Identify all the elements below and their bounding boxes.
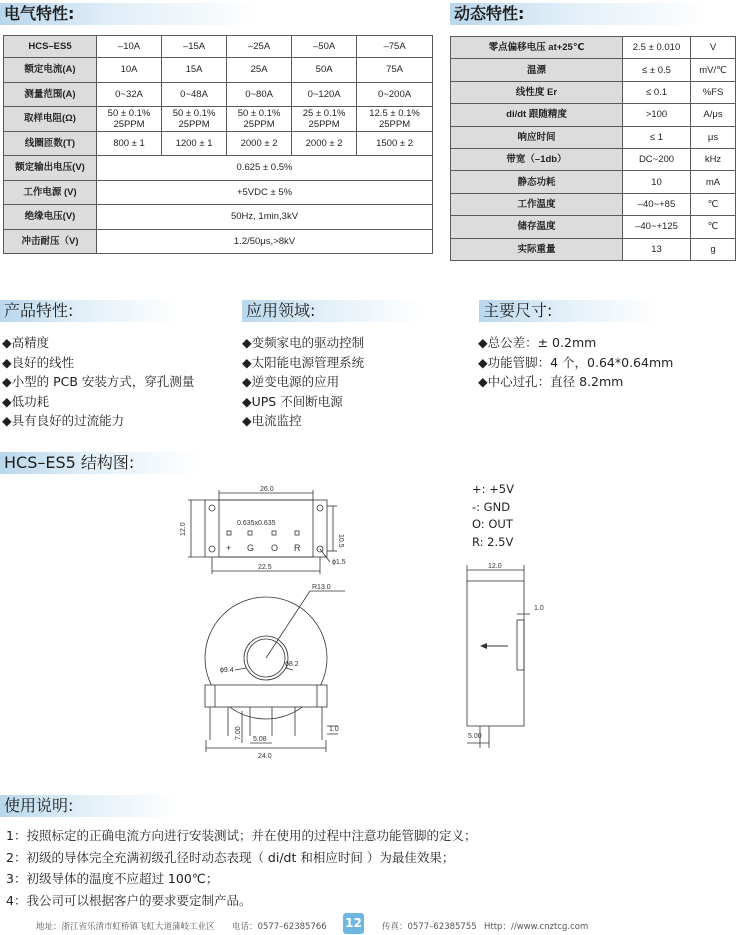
row-label: di/dt 跟随精度 xyxy=(451,104,623,126)
cell-line: 25PPM xyxy=(308,118,340,130)
side-view-body xyxy=(467,581,524,726)
table-cell: 50A xyxy=(292,58,357,83)
cell-line: 25 ± 0.1% xyxy=(302,107,346,119)
dim-hole-dia: ϕ1.5 xyxy=(332,559,346,566)
row-label: 绝缘电压(V) xyxy=(4,205,97,230)
table-row xyxy=(451,81,736,103)
footer-phone: 电话：0577–62385766 xyxy=(232,922,327,932)
usage-item: 1：按照标定的正确电流方向进行安装测试；并在使用的过程中注意功能管脚的定义； xyxy=(6,828,477,843)
row-label: 工作温度 xyxy=(451,193,623,215)
value-cell: 10 xyxy=(623,171,691,193)
cell-line: 25PPM xyxy=(378,118,411,130)
dim-bottom: 1.0 xyxy=(329,726,339,733)
table-cell: 1500 ± 2 xyxy=(357,131,433,156)
table-row xyxy=(4,107,433,132)
legend-item: R: 2.5V xyxy=(472,534,514,549)
table-header-cell: HCS–ES5 xyxy=(4,36,97,58)
top-view-body xyxy=(205,500,327,557)
value-cell: >100 xyxy=(623,104,691,126)
table-cell: 2000 ± 2 xyxy=(292,131,357,156)
application-item: ◆UPS 不间断电源 xyxy=(242,393,343,409)
usage-item: 4：我公司可以根据客户的要求要定制产品。 xyxy=(6,892,252,908)
table-cell: +5VDC ± 5% xyxy=(97,180,433,205)
dynamic-title: 动态特性: xyxy=(450,3,710,25)
dim-pin-spacing: 5.08 xyxy=(253,736,267,743)
dimension-item: ◆中心过孔：直径 8.2mm xyxy=(478,374,624,390)
table-row xyxy=(4,58,433,83)
table-row xyxy=(4,205,433,230)
table-cell: 0~32A xyxy=(97,82,162,107)
pin-legend xyxy=(472,481,514,551)
dim-height: 12.0 xyxy=(180,522,187,536)
table-header-cell: –50A xyxy=(292,36,357,58)
table-row xyxy=(451,59,736,81)
value-cell: –40~+85 xyxy=(623,193,691,215)
table-row xyxy=(451,238,736,260)
dim-pin-size: 0.635x0.635 xyxy=(237,520,276,527)
unit-cell: g xyxy=(691,238,736,260)
table-cell: 10A xyxy=(97,58,162,83)
value-cell: ≤ ± 0.5 xyxy=(623,59,691,81)
pin-label: + xyxy=(226,543,232,553)
row-label: 响应时间 xyxy=(451,126,623,148)
row-label: 温漂 xyxy=(451,59,623,81)
table-header-cell: –75A xyxy=(357,36,433,58)
feature-item: ◆小型的 PCB 安装方式，穿孔测量 xyxy=(2,374,195,390)
mount-hole-icon xyxy=(317,505,323,511)
application-item: ◆太阳能电源管理系统 xyxy=(242,354,365,370)
cell-line: 50 ± 0.1% xyxy=(237,107,281,119)
row-label: 零点偏移电压 at+25℃ xyxy=(451,37,623,59)
unit-cell: A/μs xyxy=(691,104,736,126)
table-cell: 50Hz, 1min,3kV xyxy=(97,205,433,230)
applications-title: 应用领域: xyxy=(242,300,422,322)
footer xyxy=(0,911,739,935)
legend-item: O: OUT xyxy=(472,517,513,531)
features-list xyxy=(2,333,194,431)
dim-base-width: 24.0 xyxy=(258,753,272,760)
value-cell: DC~200 xyxy=(623,148,691,170)
mount-hole-icon xyxy=(209,546,215,552)
mount-hole-icon xyxy=(209,505,215,511)
feature-item: ◆低功耗 xyxy=(2,393,50,409)
table-cell: 800 ± 1 xyxy=(97,131,162,156)
table-cell xyxy=(97,107,162,132)
table-row xyxy=(451,193,736,215)
row-label: 冲击耐压（V) xyxy=(4,229,97,254)
table-cell xyxy=(357,107,433,132)
unit-cell: %FS xyxy=(691,81,736,103)
application-item: ◆逆变电源的应用 xyxy=(242,374,340,390)
table-cell: 15A xyxy=(162,58,227,83)
table-row xyxy=(451,126,736,148)
applications-list xyxy=(242,333,364,431)
dim-pin-height: 10.5 xyxy=(337,534,344,548)
dimension-item: ◆功能管脚：4 个，0.64*0.64mm xyxy=(478,354,674,370)
unit-cell: ℃ xyxy=(691,216,736,238)
row-label: 线圈匝数(T) xyxy=(4,131,97,156)
table-cell: 1200 ± 1 xyxy=(162,131,227,156)
usage-item: 2：初级的导体完全充满初级孔径时动态表现（ di/dt 和相应时间 ）为最佳效果； xyxy=(6,849,455,865)
legend-item: -: GND xyxy=(472,499,511,514)
value-cell: ≤ 0.1 xyxy=(623,81,691,103)
table-header-cell: –10A xyxy=(97,36,162,58)
table-row xyxy=(4,131,433,156)
table-row xyxy=(4,156,433,181)
usage-notes xyxy=(6,825,476,911)
electrical-table xyxy=(3,35,433,254)
application-item: ◆电流监控 xyxy=(242,413,302,429)
dim-side-width: 12.0 xyxy=(488,563,502,570)
row-label: 静态功耗 xyxy=(451,171,623,193)
unit-cell: mV/℃ xyxy=(691,59,736,81)
table-cell: 75A xyxy=(357,58,433,83)
table-row xyxy=(451,148,736,170)
cell-line: 25PPM xyxy=(178,118,210,130)
dimensions-list xyxy=(478,333,673,392)
dimension-item: ◆总公差：± 0.2mm xyxy=(478,335,597,350)
cell-line: 25PPM xyxy=(243,118,275,130)
row-label: 测量范围(A) xyxy=(4,82,97,107)
dim-radius: R13.0 xyxy=(312,584,331,591)
table-cell xyxy=(227,107,292,132)
usage-title: 使用说明: xyxy=(0,795,180,817)
dimensions-title: 主要尺寸: xyxy=(479,300,659,322)
table-row xyxy=(4,229,433,254)
table-cell: 2000 ± 2 xyxy=(227,131,292,156)
table-cell: 0~80A xyxy=(227,82,292,107)
cell-line: 12.5 ± 0.1% xyxy=(369,107,420,119)
row-label: 工作电源 (V) xyxy=(4,180,97,205)
footer-web: Http：//www.cnztcg.com xyxy=(484,922,589,932)
table-cell xyxy=(292,107,357,132)
value-cell: ≤ 1 xyxy=(623,126,691,148)
pin-label: O xyxy=(271,543,279,553)
table-cell: 25A xyxy=(227,58,292,83)
row-label: 线性度 Er xyxy=(451,81,623,103)
table-row xyxy=(451,104,736,126)
row-label: 带宽（–1db） xyxy=(451,148,623,170)
page-number: 12 xyxy=(343,913,364,934)
table-header-cell: –25A xyxy=(227,36,292,58)
unit-cell: V xyxy=(691,37,736,59)
dim-side-pin: 5.00 xyxy=(468,733,482,740)
feature-item: ◆良好的线性 xyxy=(2,354,75,370)
table-header-cell: –15A xyxy=(162,36,227,58)
dynamic-table xyxy=(450,36,736,261)
table-cell xyxy=(162,107,227,132)
usage-item: 3：初级导体的温度不应超过 100℃； xyxy=(6,871,219,886)
cell-line: 50 ± 0.1% xyxy=(107,107,151,119)
table-cell: 0.625 ± 0.5% xyxy=(97,156,433,181)
table-row xyxy=(4,82,433,107)
table-row xyxy=(451,37,736,59)
dim-pin-pitch: 22.5 xyxy=(258,564,272,571)
dim-pin-len: 7.00 xyxy=(235,726,242,740)
table-row xyxy=(4,180,433,205)
table-row xyxy=(451,171,736,193)
feature-item: ◆具有良好的过流能力 xyxy=(2,413,125,429)
electrical-title: 电气特性: xyxy=(0,3,260,25)
cell-line: 25PPM xyxy=(113,118,145,130)
features-title: 产品特性: xyxy=(0,300,180,322)
footer-fax: 传真：0577–62385755 xyxy=(382,922,477,932)
unit-cell: ℃ xyxy=(691,193,736,215)
value-cell: 2.5 ± 0.010 xyxy=(623,37,691,59)
structure-title: HCS–ES5 结构图: xyxy=(0,452,200,474)
table-cell: 1.2/50μs,>8kV xyxy=(97,229,433,254)
pin-label: G xyxy=(247,543,255,553)
dim-inner-dia: ϕ8.2 xyxy=(285,661,299,668)
row-label: 取样电阻(Ω) xyxy=(4,107,97,132)
feature-item: ◆高精度 xyxy=(2,335,50,350)
footer-address: 地址：浙江省乐清市虹桥镇飞虹大道蒲岐工业区 xyxy=(36,922,215,932)
unit-cell: μs xyxy=(691,126,736,148)
row-label: 额定输出电压(V) xyxy=(4,156,97,181)
pin-label: R xyxy=(294,543,301,553)
cell-line: 50 ± 0.1% xyxy=(172,107,216,119)
table-row xyxy=(451,216,736,238)
value-cell: 13 xyxy=(623,238,691,260)
dim-side: 1.0 xyxy=(534,605,544,612)
value-cell: –40~+125 xyxy=(623,216,691,238)
application-item: ◆变频家电的驱动控制 xyxy=(242,335,365,350)
unit-cell: kHz xyxy=(691,148,736,170)
current-direction-arrow-icon xyxy=(480,643,487,649)
dim-outer-dia: ϕ9.4 xyxy=(220,667,234,674)
table-cell: 0~48A xyxy=(162,82,227,107)
table-header-row xyxy=(4,36,433,58)
dim-top-width: 26.0 xyxy=(260,486,274,493)
table-cell: 0~200A xyxy=(357,82,433,107)
row-label: 额定电流(A) xyxy=(4,58,97,83)
table-cell: 0~120A xyxy=(292,82,357,107)
unit-cell: mA xyxy=(691,171,736,193)
row-label: 实际重量 xyxy=(451,238,623,260)
row-label: 储存温度 xyxy=(451,216,623,238)
legend-item: +: +5V xyxy=(472,482,514,496)
